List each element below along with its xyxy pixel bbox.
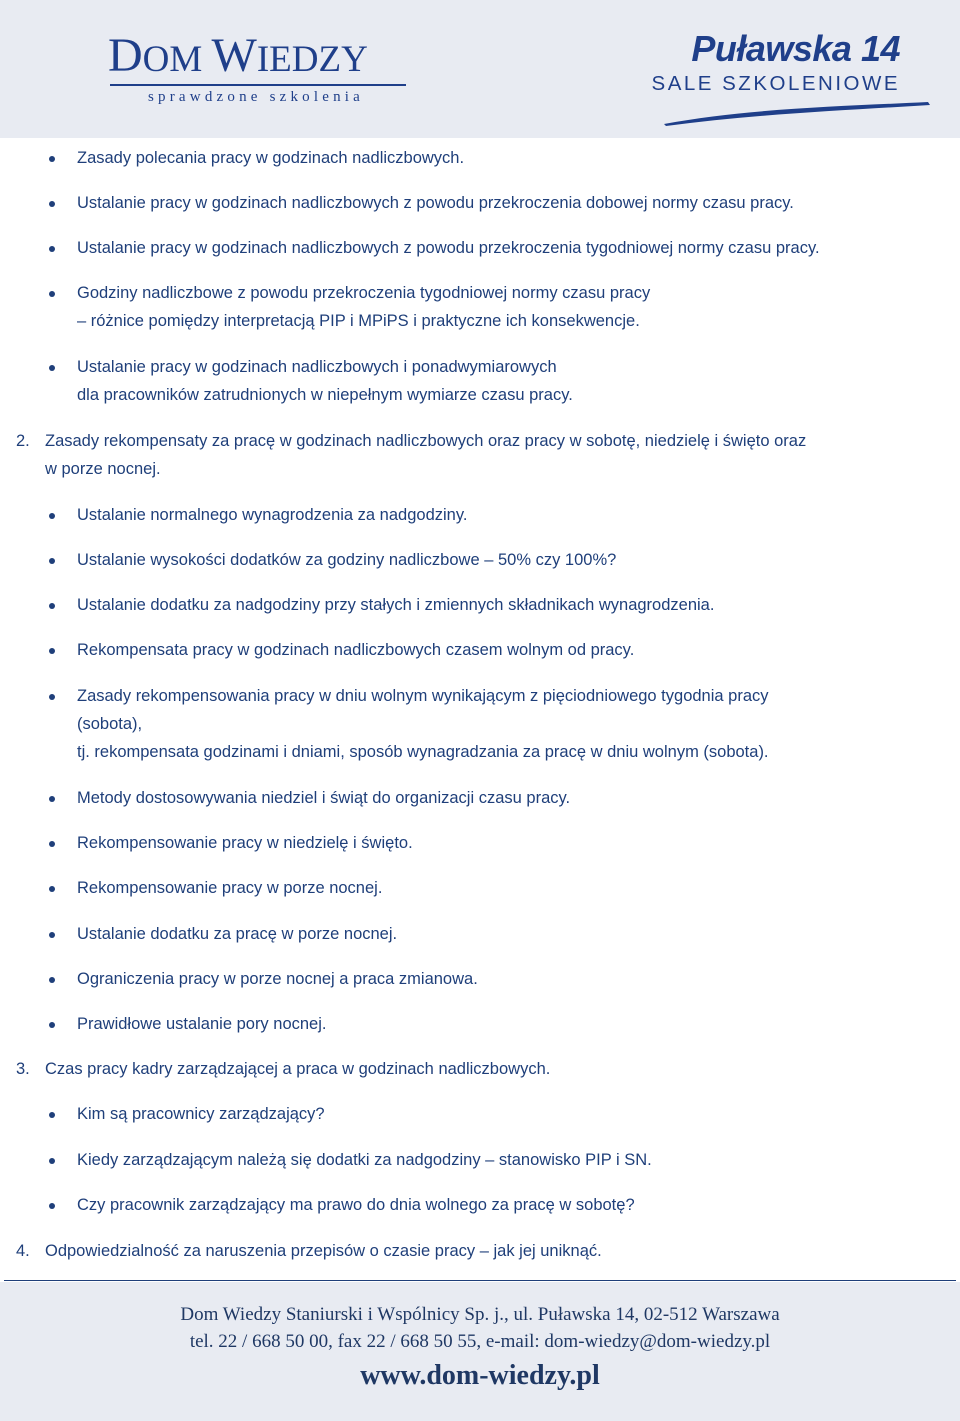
- bullet-dot-icon: [49, 977, 55, 983]
- bullet-dot-icon: [49, 201, 55, 207]
- item-text-line: Ustalanie normalnego wynagrodzenia za nadgodziny.: [77, 506, 468, 524]
- bullet-dot-icon: [49, 156, 55, 162]
- dom-wiedzy-logo: [108, 30, 408, 110]
- logo-tagline: sprawdzone szkolenia: [148, 89, 365, 105]
- section-number: 2.: [16, 432, 30, 450]
- item-text-line: Ograniczenia pracy w porze nocnej a praca zmianowa.: [77, 970, 478, 988]
- item-text-line: Rekompensowanie pracy w niedzielę i święto.: [77, 834, 413, 852]
- bullet-dot-icon: [49, 841, 55, 847]
- item-text-line: – różnice pomiędzy interpretacją PIP i MPiPS i praktyczne ich konsekwencje.: [77, 312, 640, 330]
- page-footer: [0, 1282, 960, 1421]
- logo-name: [108, 30, 408, 86]
- footer-company-address: Dom Wiedzy Staniurski i Wspólnicy Sp. j., ul. Puławska 14, 02-512 Warszawa: [180, 1304, 780, 1325]
- item-text-line: Zasady rekompensowania pracy w dniu wolnym wynikającym z pięciodniowego tygodnia pracy: [77, 687, 769, 705]
- bullet-dot-icon: [49, 603, 55, 609]
- bullet-dot-icon: [49, 246, 55, 252]
- pulawska-14-logo: [651, 28, 940, 128]
- bullet-dot-icon: [49, 1022, 55, 1028]
- logo-title: Puławska 14: [691, 28, 900, 69]
- item-text-line: tj. rekompensata godzinami i dniami, sposób wynagradzania za pracę w dniu wolnym (sobota).: [77, 743, 769, 761]
- item-text-line: Rekompensowanie pracy w porze nocnej.: [77, 879, 383, 897]
- page-header: [0, 0, 960, 138]
- bullet-dot-icon: [49, 886, 55, 892]
- swoosh-icon: [660, 94, 940, 128]
- item-text-line: Kiedy zarządzającym należą się dodatki za nadgodziny – stanowisko PIP i SN.: [77, 1151, 652, 1169]
- section-number: 4.: [16, 1242, 30, 1260]
- bullet-dot-icon: [49, 694, 55, 700]
- item-text-line: Ustalanie pracy w godzinach nadliczbowych z powodu przekroczenia dobowej normy czasu pracy.: [77, 194, 794, 212]
- item-text-line: Ustalanie dodatku za pracę w porze nocnej.: [77, 925, 398, 943]
- footer-website-link[interactable]: www.dom-wiedzy.pl: [360, 1360, 600, 1391]
- bullet-dot-icon: [49, 1158, 55, 1164]
- item-text-line: Ustalanie wysokości dodatków za godziny nadliczbowe – 50% czy 100%?: [77, 551, 617, 569]
- bullet-dot-icon: [49, 365, 55, 371]
- item-text-line: Ustalanie dodatku za nadgodziny przy stałych i zmiennych składnikach wynagrodzenia.: [77, 596, 715, 614]
- item-text-line: Kim są pracownicy zarządzający?: [77, 1105, 325, 1123]
- section-number: 3.: [16, 1060, 30, 1078]
- bullet-dot-icon: [49, 1112, 55, 1118]
- logo-divider: [110, 84, 406, 86]
- item-text-line: (sobota),: [77, 715, 143, 733]
- item-text-line: Czy pracownik zarządzający ma prawo do dnia wolnego za pracę w sobotę?: [77, 1196, 635, 1214]
- item-text-line: Rekompensata pracy w godzinach nadliczbowych czasem wolnym od pracy.: [77, 641, 635, 659]
- item-text-line: Zasady rekompensaty za pracę w godzinach nadliczbowych oraz pracy w sobotę, niedzielę i święto oraz: [45, 432, 807, 450]
- bullet-dot-icon: [49, 1203, 55, 1209]
- item-text-line: Czas pracy kadry zarządzającej a praca w godzinach nadliczbowych.: [45, 1060, 551, 1078]
- item-text-line: Metody dostosowywania niedziel i świąt do organizacji czasu pracy.: [77, 789, 571, 807]
- item-text-line: Odpowiedzialność za naruszenia przepisów o czasie pracy – jak jej uniknąć.: [45, 1242, 602, 1260]
- item-text-line: Ustalanie pracy w godzinach nadliczbowych z powodu przekroczenia tygodniowej normy czasu pracy.: [77, 239, 820, 257]
- item-text-line: Godziny nadliczbowe z powodu przekroczenia tygodniowej normy czasu pracy: [77, 284, 651, 302]
- footer-contact: tel. 22 / 668 50 00, fax 22 / 668 50 55, e-mail: dom-wiedzy@dom-wiedzy.pl: [189, 1331, 771, 1352]
- bullet-dot-icon: [49, 291, 55, 297]
- logo-name-initial-w: W: [211, 29, 257, 82]
- footer-divider: [4, 1280, 956, 1281]
- logo-name-part-iedzy: IEDZY: [256, 39, 368, 80]
- bullet-dot-icon: [49, 513, 55, 519]
- bullet-dot-icon: [49, 796, 55, 802]
- logo-subtitle: SALE SZKOLENIOWE: [651, 72, 900, 95]
- item-text-line: dla pracowników zatrudnionych w niepełnym wymiarze czasu pracy.: [77, 386, 573, 404]
- bullet-dot-icon: [49, 648, 55, 654]
- bullet-dot-icon: [49, 558, 55, 564]
- logo-name-part-om: OM: [142, 39, 212, 80]
- item-text-line: Prawidłowe ustalanie pory nocnej.: [77, 1015, 327, 1033]
- item-text-line: Zasady polecania pracy w godzinach nadliczbowych.: [77, 149, 465, 167]
- item-text-line: Ustalanie pracy w godzinach nadliczbowych i ponadwymiarowych: [77, 358, 557, 376]
- item-text-line: w porze nocnej.: [45, 460, 161, 478]
- logo-name-initial-d: D: [108, 29, 143, 82]
- bullet-dot-icon: [49, 932, 55, 938]
